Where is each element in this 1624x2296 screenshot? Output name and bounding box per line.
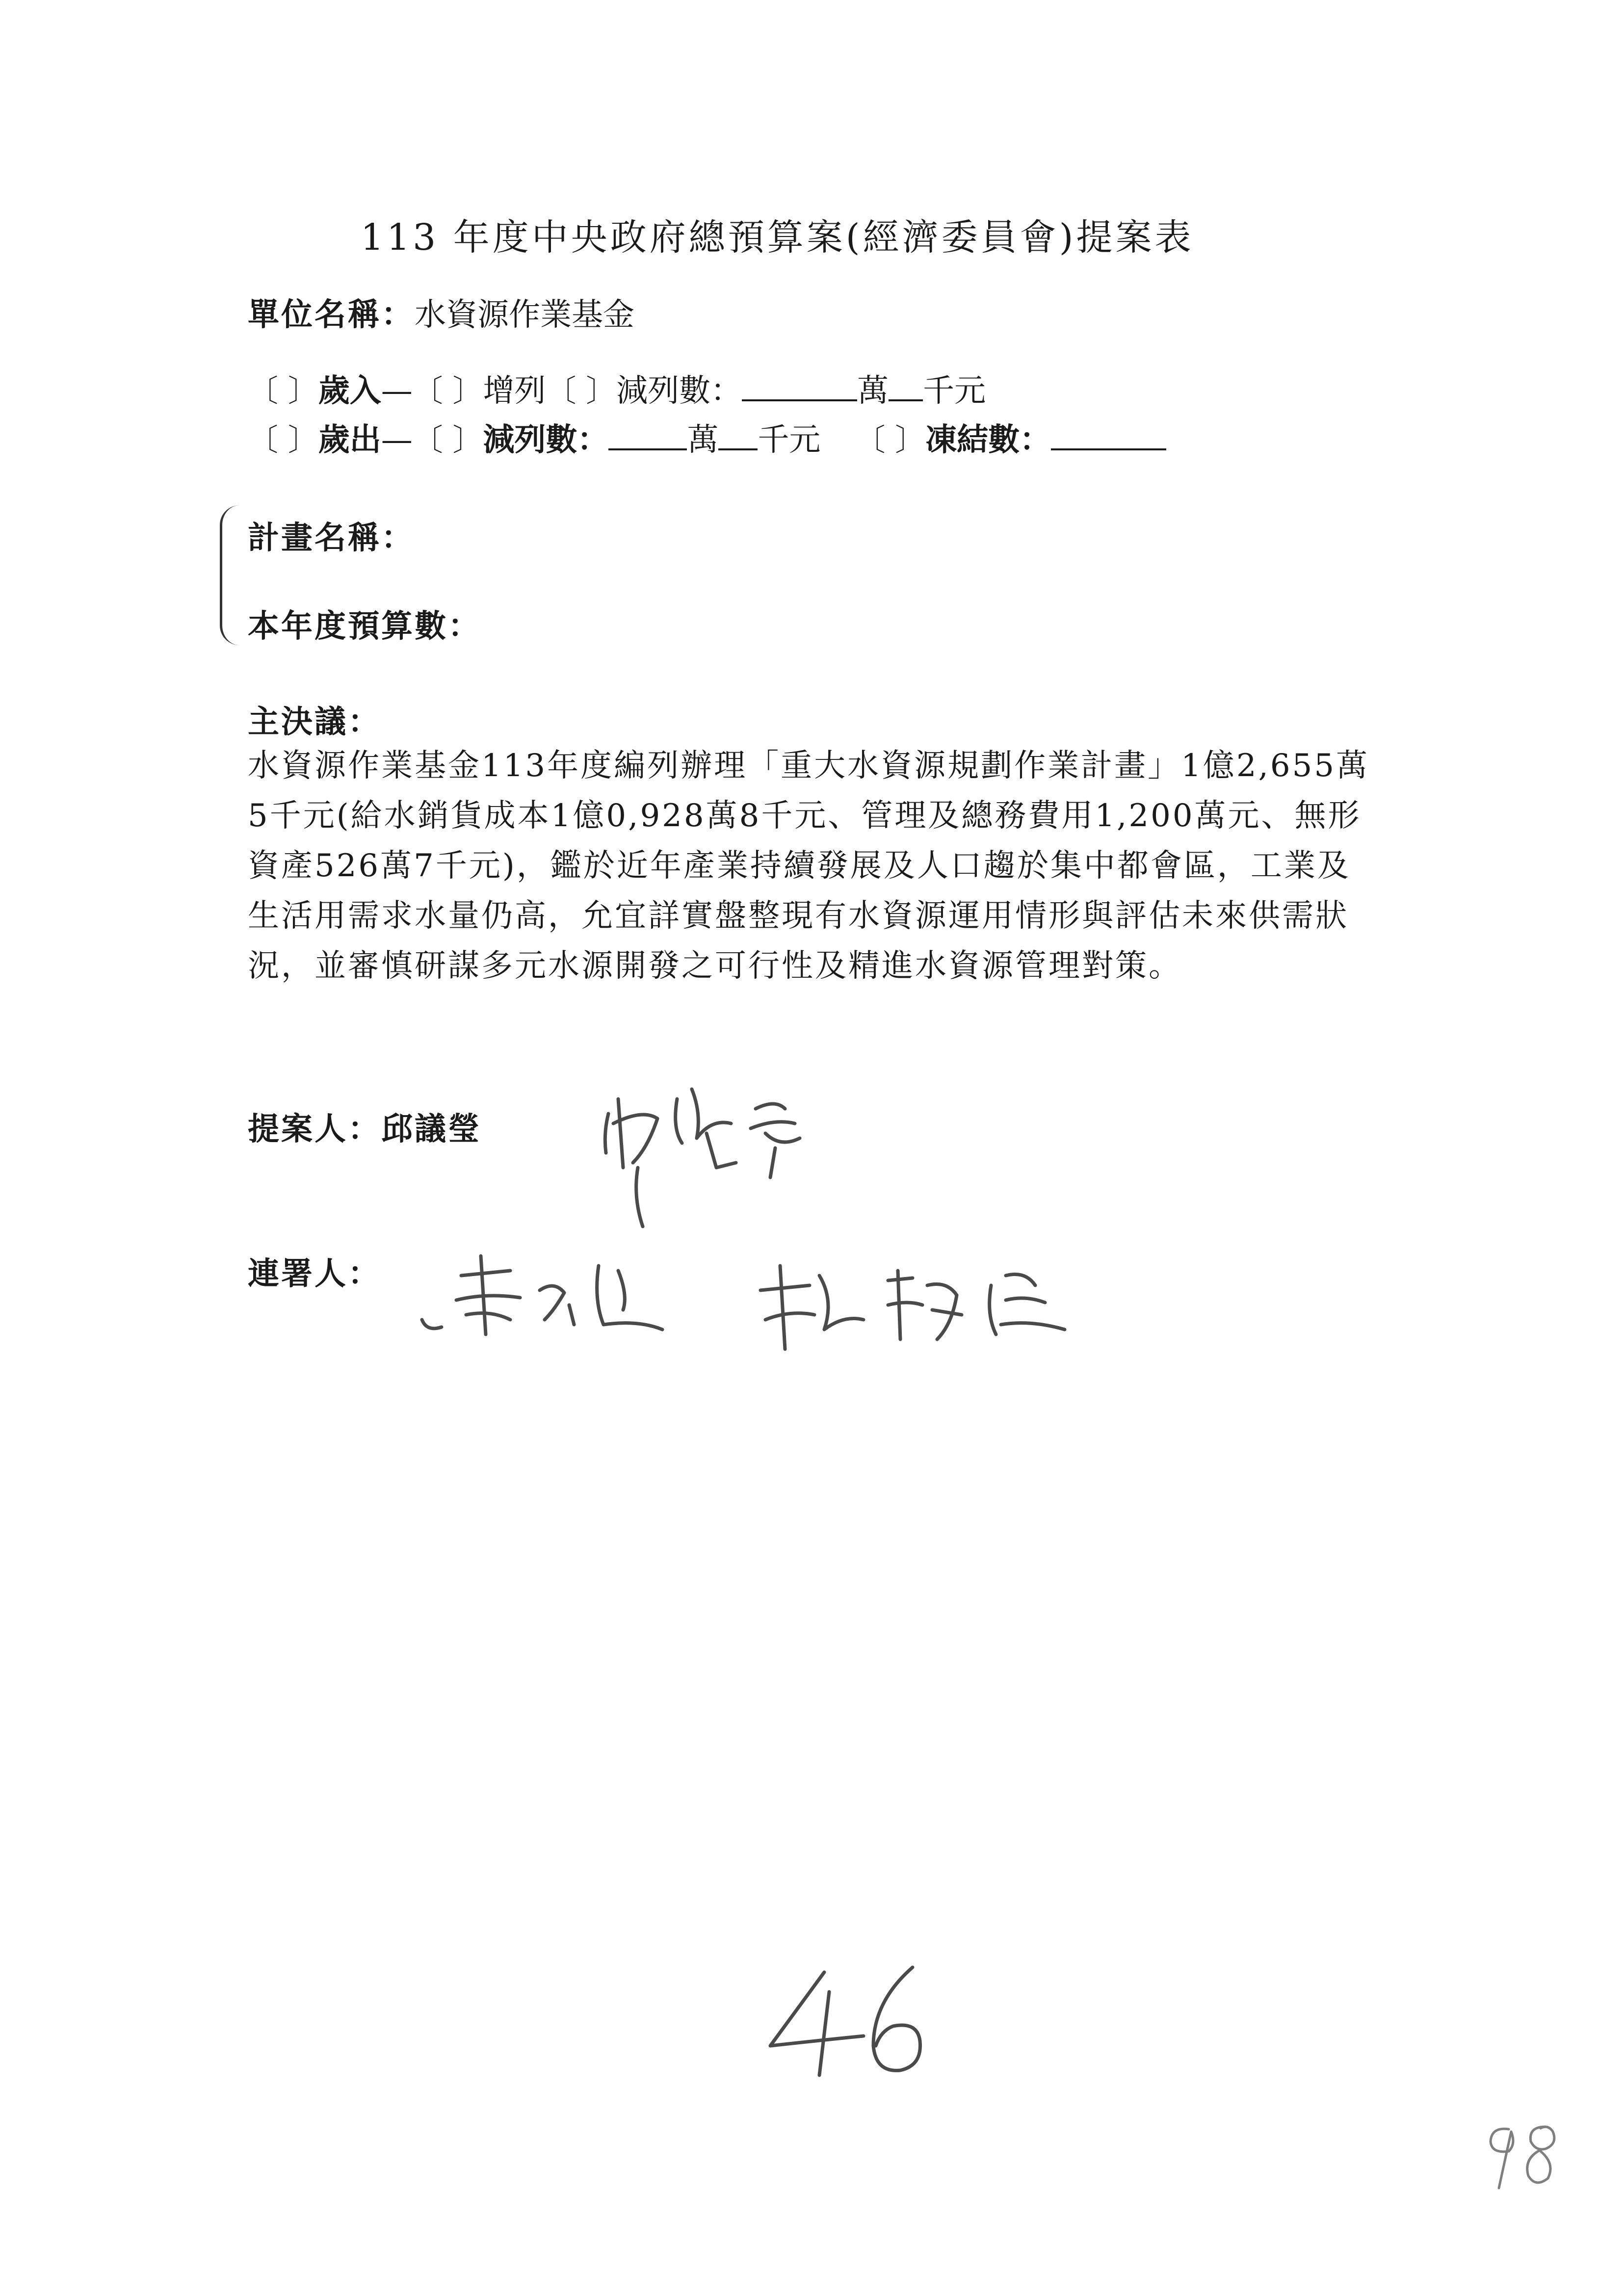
form-title: 113 年度中央政府總預算案(經濟委員會)提案表 — [361, 216, 1194, 259]
freeze-label: 凍結數： — [925, 422, 1051, 458]
corner-page-number — [1472, 2114, 1570, 2198]
cosigner-signature-1 — [407, 1246, 721, 1354]
decrease-checkbox: 〔 〕 — [546, 373, 617, 409]
blank-line — [742, 395, 857, 401]
expense-dash: — — [381, 422, 413, 458]
proposer-row — [248, 1104, 481, 1149]
expense-decrease-checkbox: 〔 〕 — [412, 422, 483, 458]
blank-line — [889, 395, 923, 401]
freeze-checkbox: 〔 〕 — [855, 422, 926, 458]
cosigner-signature-2 — [751, 1256, 1084, 1364]
expense-line — [248, 415, 1166, 460]
wan-unit: 萬 — [857, 373, 889, 409]
revenue-line — [248, 365, 986, 411]
unit-value: 水資源作業基金 — [415, 297, 634, 333]
handwritten-page-number — [751, 1962, 957, 2085]
plan-name-label: 計畫名稱： — [248, 520, 415, 556]
revenue-checkbox: 〔 〕 — [248, 373, 318, 409]
increase-label: 增列 — [483, 373, 546, 409]
resolution-text: 水資源作業基金113年度編列辦理「重大水資源規劃作業計畫」1億2,655萬5千元(給水銷貨成本1億0,928萬8千元、管理及總務費用1,200萬元、無形資產526萬7千元)，鑑於近年產業持續發展及人口趨於集中都會區，工業及生活用需求水量仍高，允宜詳實盤整現有水資源運用情形與評估未來供需狀況，並審慎研謀多元水源開發之可行性及精進水資源管理對策。 — [248, 748, 1370, 984]
unit-label: 單位名稱： — [248, 297, 415, 333]
blank-line — [718, 444, 758, 450]
increase-checkbox: 〔 〕 — [412, 373, 483, 409]
revenue-dash: — — [381, 373, 413, 409]
qianyuan-unit: 千元 — [758, 422, 821, 458]
cosigner-label: 連署人： — [248, 1256, 381, 1292]
proposer-name: 邱議瑩 — [381, 1111, 481, 1148]
expense-label: 歲出 — [318, 422, 381, 458]
left-brace — [220, 505, 242, 645]
proposer-label: 提案人： — [248, 1111, 381, 1148]
proposer-signature — [589, 1070, 864, 1231]
budget-label: 本年度預算數： — [248, 608, 481, 645]
wan-unit: 萬 — [687, 422, 719, 458]
expense-decrease-label: 減列數： — [483, 422, 609, 458]
qianyuan-unit: 千元 — [923, 373, 986, 409]
blank-line — [1051, 444, 1166, 450]
blank-line — [608, 444, 687, 450]
expense-checkbox: 〔 〕 — [248, 422, 318, 458]
revenue-label: 歲入 — [318, 373, 381, 409]
revenue-decrease-label: 減列數： — [616, 373, 742, 409]
resolution-label: 主決議： — [248, 704, 381, 740]
unit-row — [248, 289, 634, 335]
